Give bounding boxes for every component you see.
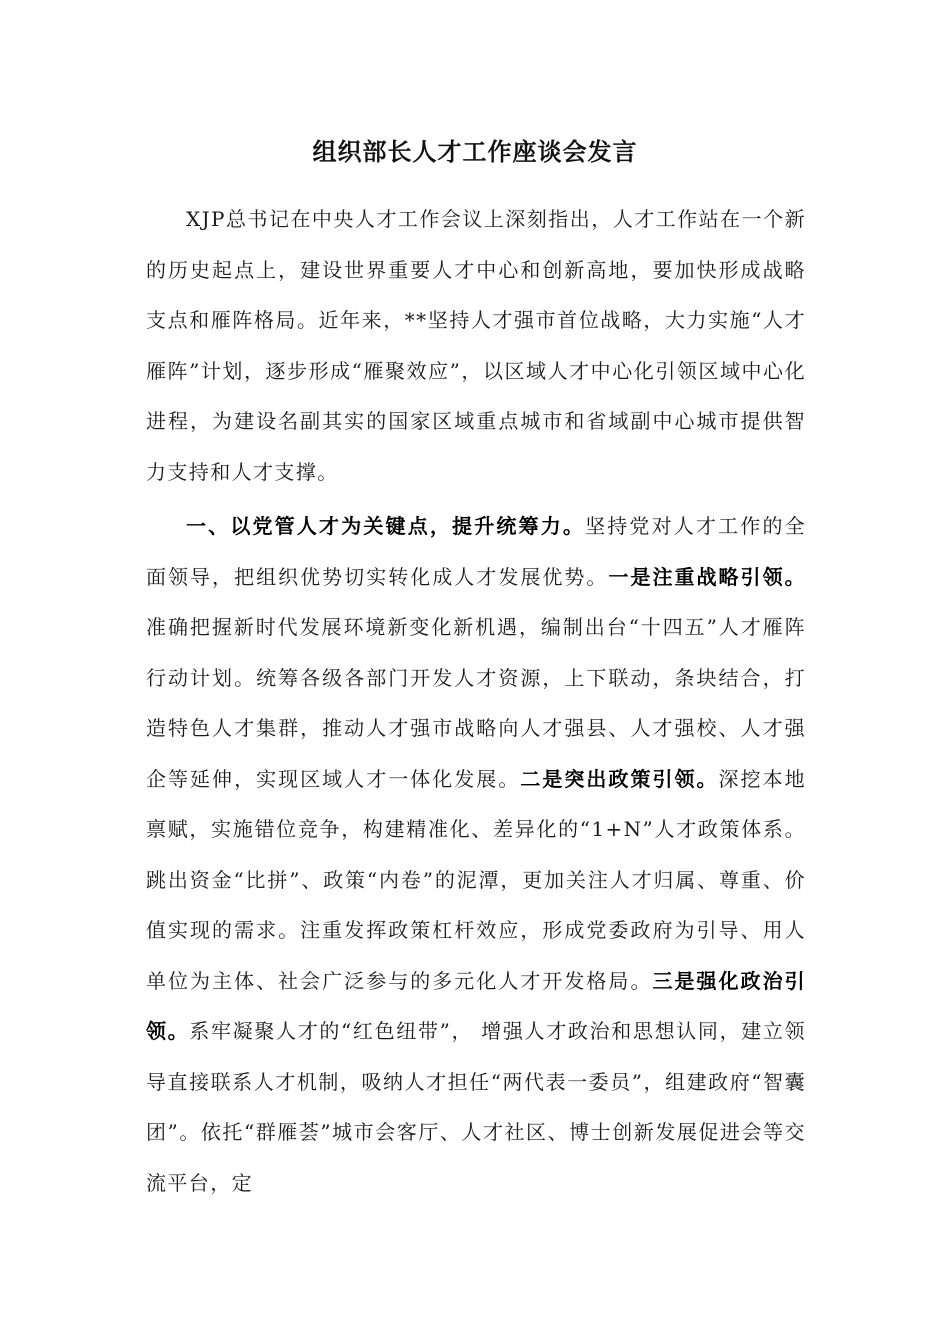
document-title: 组织部长人才工作座谈会发言	[312, 137, 638, 166]
section-1-text: 坚持党对人才工作的全面领导，把组织优势切实转化成人才发展优势。	[146, 514, 807, 589]
point-3-text: 系牢凝聚人才的“红色纽带”， 增强人才政治和思想认同，建立领导直接联系人才机制，吸纳人才担任“两代表一委员”，组建政府“智囊团”。依托“群雁荟”城市会客厅、人才社区、博士创新发展促进会等交流平台，定	[146, 1019, 806, 1195]
point-2-text: 深挖本地禀赋，实施错位竞争，构建精准化、差异化的“1+N”人才政策体系。跳出资金“比拼”、政策“内卷”的泥潭，更加关注人才归属、尊重、价值实现的需求。注重发挥政策杠杆效应，形成党委政府为引导、用人单位为主体、社会广泛参与的多元化人才开发格局。	[146, 766, 806, 993]
section-1-paragraph	[146, 501, 806, 1208]
intro-text: XJP总书记在中央人才工作会议上深刻指出，人才工作站在一个新的历史起点上，建设世界重要人才中心和创新高地，要加快形成战略支点和雁阵格局。近年来，**坚持人才强市首位战略，大力实施“人才雁阵”计划，逐步形成“雁聚效应”，以区域人才中心化引领区域中心化进程，为建设名副其实的国家区域重点城市和省域副中心城市提供智力支持和人才支撑。	[146, 207, 806, 484]
point-2-title: 二是突出政策引领。	[520, 766, 719, 791]
intro-paragraph	[146, 194, 806, 497]
section-1-heading: 一、以党管人才为关键点，提升统筹力。	[186, 514, 586, 538]
point-1-title: 一是注重战略引领。	[608, 564, 806, 589]
point-3-title: 三是强化政治引领。	[146, 968, 806, 1043]
point-1-text: 准确把握新时代发展环境新变化新机遇，编制出台“十四五”人才雁阵行动计划。统筹各级各部门开发人才资源，上下联动，条块结合，打造特色人才集群，推动人才强市战略向人才强县、人才强校、人才强企等延伸，实现区域人才一体化发展。	[146, 615, 806, 791]
document-body	[146, 194, 806, 1208]
